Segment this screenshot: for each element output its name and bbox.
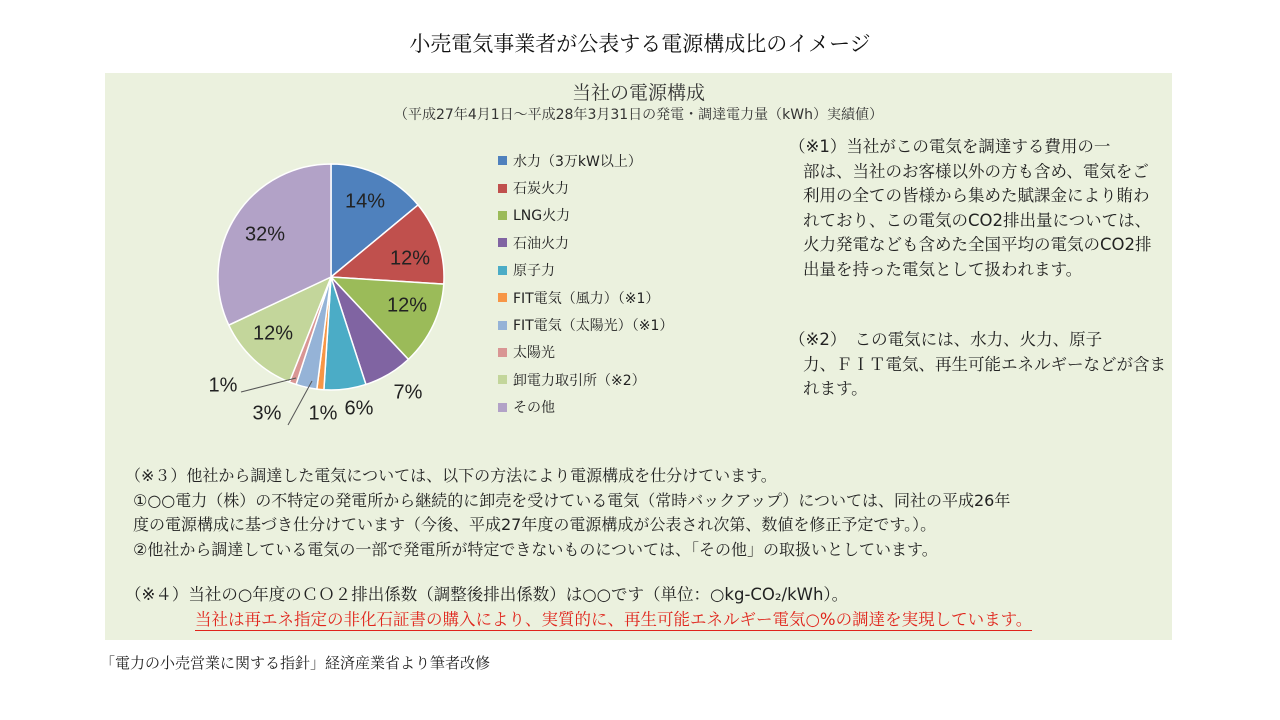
- legend-item: [498, 257, 673, 284]
- legend-label: 原子力: [513, 263, 555, 280]
- legend-label: 石炭火力: [513, 181, 569, 198]
- chart-panel: [105, 73, 1172, 640]
- note-2-head: （※2） この電気には、水力、火力、原子: [789, 330, 1103, 349]
- note-4-highlight: 当社は再エネ指定の非化石証書の購入により、実質的に、再生可能エネルギー電気○%の調達を実現しています。: [195, 609, 1033, 629]
- legend-item: [498, 229, 673, 256]
- legend-swatch: [498, 266, 507, 275]
- legend-item: [498, 394, 673, 421]
- legend-item: [498, 174, 673, 201]
- slice-data-label: 6%: [344, 397, 374, 420]
- note-1-head: （※1）当社がこの電気を調達する費用の一: [789, 137, 1111, 156]
- legend-swatch: [498, 184, 507, 193]
- legend-swatch: [498, 321, 507, 330]
- note-1-body: 部は、当社のお客様以外の方も含め、電気をご利用の全ての皆様から集めた賦課金により賄われており、この電気のCO2排出量については、火力発電なども含めた全国平均の電気のCO2排出量を持った電気として扱われます。: [803, 161, 1152, 279]
- slice-data-label: 12%: [252, 322, 294, 345]
- legend-swatch: [498, 156, 507, 165]
- legend-swatch: [498, 375, 507, 384]
- legend-label: LNG火力: [513, 208, 571, 225]
- chart-legend: [498, 147, 673, 421]
- note-2-body: 力、ＦＩＴ電気、再生可能エネルギーなどが含まれます。: [803, 354, 1166, 398]
- note-4-line-1: （※４）当社の○年度のＣＯ２排出係数（調整後排出係数）は○○です（単位：○kg-CO₂/kWh）。: [125, 585, 849, 604]
- slice-data-label: 14%: [344, 190, 386, 213]
- legend-item: [498, 339, 673, 366]
- legend-swatch: [498, 403, 507, 412]
- legend-swatch: [498, 211, 507, 220]
- note-3-line-4: ②他社から調達している電気の一部で発電所が特定できないものについては、「その他」の取扱いとしています。: [133, 539, 938, 559]
- note-4: [125, 583, 1165, 632]
- legend-label: 卸電力取引所（※2）: [513, 372, 646, 389]
- legend-swatch: [498, 238, 507, 247]
- slice-data-label: 3%: [252, 402, 282, 425]
- chart-subtitle: （平成27年4月1日～平成28年3月31日の発電・調達電力量（kWh）実績値）: [394, 107, 883, 123]
- legend-label: FIT電気（風力）（※1）: [513, 290, 660, 307]
- slice-data-label: 12%: [389, 247, 431, 270]
- legend-item: [498, 311, 673, 338]
- note-3: [125, 464, 1165, 562]
- legend-label: 水力（3万kW以上）: [513, 153, 642, 170]
- source-note: 「電力の小売営業に関する指針」経済産業省より筆者改修: [100, 654, 491, 672]
- note-3-line-2: ①○○電力（株）の不特定の発電所から継続的に卸売を受けている電気（常時バックアップ）については、同社の平成26年: [133, 490, 1011, 510]
- leader-line: [241, 378, 296, 392]
- legend-label: FIT電気（太陽光）（※1）: [513, 318, 674, 335]
- legend-item: [498, 147, 673, 174]
- note-2: [789, 328, 1169, 402]
- slice-data-label: 32%: [244, 223, 286, 246]
- legend-swatch: [498, 348, 507, 357]
- slice-data-label: 7%: [393, 381, 423, 404]
- legend-item: [498, 202, 673, 229]
- slice-data-label: 12%: [386, 294, 428, 317]
- note-1: [789, 135, 1159, 282]
- slice-data-label: 1%: [208, 374, 238, 397]
- note-3-line-3: 度の電源構成に基づき仕分けています（今後、平成27年度の電源構成が公表され次第、数値を修正予定です。）。: [133, 515, 937, 534]
- legend-item: [498, 284, 673, 311]
- slice-data-label: 1%: [308, 402, 338, 425]
- legend-swatch: [498, 293, 507, 302]
- legend-label: 太陽光: [513, 345, 555, 362]
- page-title: 小売電気事業者が公表する電源構成比のイメージ: [409, 32, 871, 56]
- legend-label: 石油火力: [513, 235, 569, 252]
- chart-title: 当社の電源構成: [571, 82, 705, 104]
- legend-item: [498, 366, 673, 393]
- note-3-line-1: （※３）他社から調達した電気については、以下の方法により電源構成を仕分けています。: [125, 466, 777, 485]
- legend-label: その他: [513, 400, 555, 417]
